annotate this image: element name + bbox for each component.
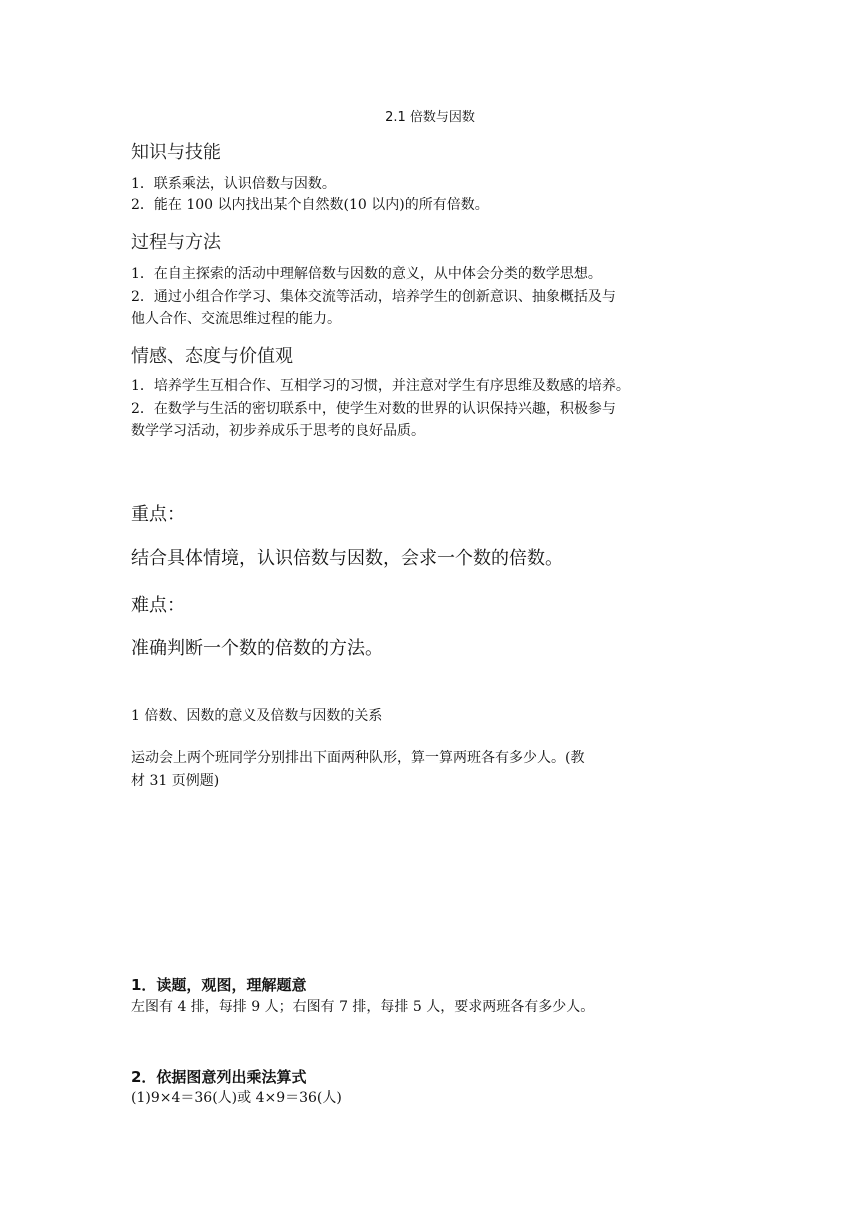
difficulty-label: 难点： [131,595,185,616]
goal-item: 数学学习活动，初步养成乐于思考的良好品质。 [131,423,425,439]
problem-line: 运动会上两个班同学分别排出下面两种队形，算一算两班各有多少人。(教 [131,750,585,766]
section-heading: 1 倍数、因数的意义及倍数与因数的关系 [131,708,383,724]
goal-item: 他人合作、交流思维过程的能力。 [131,311,341,327]
problem-line: 材 31 页例题) [131,773,220,789]
goal-item: 1．培养学生互相合作、互相学习的习惯，并注意对学生有序思维及数感的培养。 [131,378,630,394]
goal-item: 1．在自主探索的活动中理解倍数与因数的意义，从中体会分类的数学思想。 [131,266,602,282]
step-heading: 2．依据图意列出乘法算式 [131,1068,307,1086]
goal-item: 1．联系乘法，认识倍数与因数。 [131,176,336,192]
goal-item: 2．通过小组合作学习、集体交流等活动，培养学生的创新意识、抽象概括及与 [131,289,616,305]
key-point-text: 结合具体情境，认识倍数与因数，会求一个数的倍数。 [131,548,563,569]
step-heading: 1．读题，观图，理解题意 [131,976,307,994]
step-text: (1)9×4＝36(人)或 4×9＝36(人) [131,1090,342,1106]
document-title: 2.1 倍数与因数 [385,110,475,125]
step-text: 左图有 4 排，每排 9 人；右图有 7 排，每排 5 人，要求两班各有多少人。 [131,999,595,1015]
goal-item: 2．能在 100 以内找出某个自然数(10 以内)的所有倍数。 [131,197,489,213]
goal-heading-knowledge: 知识与技能 [131,142,221,163]
goal-item: 2．在数学与生活的密切联系中，使学生对数的世界的认识保持兴趣，积极参与 [131,401,616,417]
goal-heading-attitude: 情感、态度与价值观 [131,346,293,367]
difficulty-text: 准确判断一个数的倍数的方法。 [131,638,383,659]
goal-heading-process: 过程与方法 [131,232,221,253]
key-point-label: 重点： [131,504,185,525]
